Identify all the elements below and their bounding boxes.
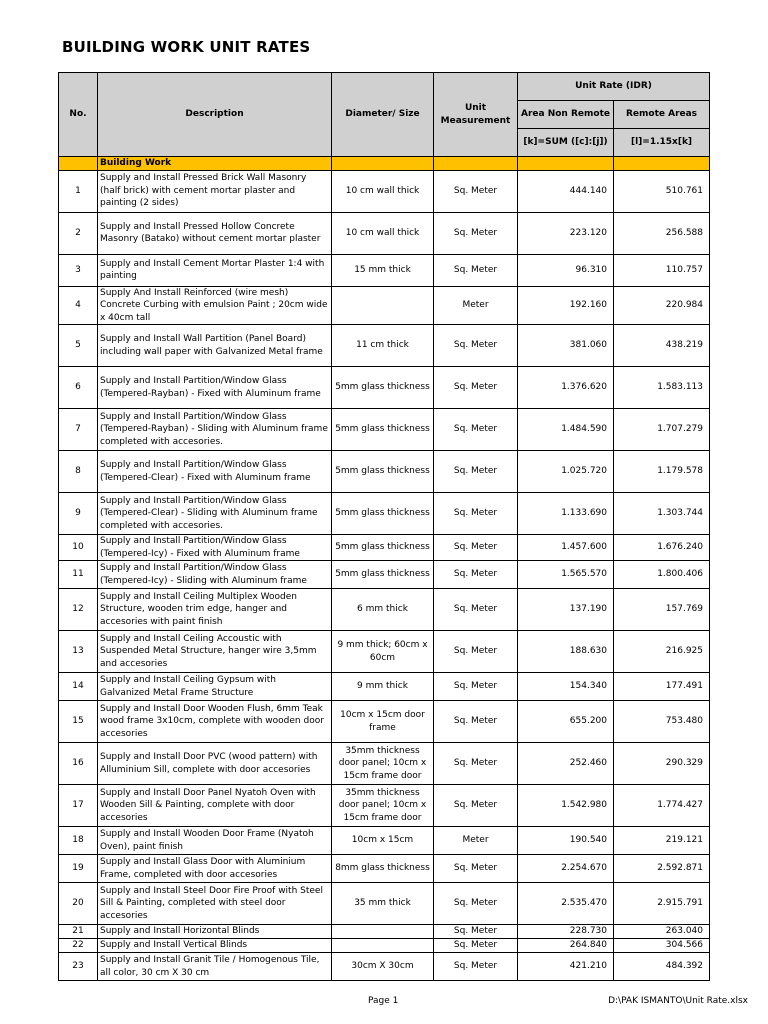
row-unit: Sq. Meter [434,589,518,631]
row-rate-remote: 1.774.427 [614,785,710,827]
row-rate-non-remote: 137.190 [518,589,614,631]
section-cell-unit [434,157,518,171]
row-unit: Sq. Meter [434,925,518,939]
row-number: 9 [59,493,98,535]
header-non-remote: Area Non Remote [518,101,614,129]
row-rate-non-remote: 444.140 [518,170,614,212]
row-description: Supply and Install Pressed Hollow Concrete Masonry (Batako) without cement mortar plaster [98,212,332,254]
row-number: 4 [59,286,98,325]
row-number: 6 [59,367,98,409]
row-unit: Sq. Meter [434,451,518,493]
header-formula-k: [k]=SUM ([c]:[j]) [518,129,614,157]
section-cell-remote [614,157,710,171]
row-size [332,925,434,939]
row-description: Supply and Install Ceiling Gypsum with Galvanized Metal Frame Structure [98,673,332,701]
row-number: 17 [59,785,98,827]
row-description: Supply and Install Partition/Window Glass (Tempered-Icy) - Sliding with Aluminum frame [98,561,332,589]
row-size: 5mm glass thickness [332,451,434,493]
row-size [332,939,434,953]
row-unit: Sq. Meter [434,743,518,785]
row-description: Supply and Install Wall Partition (Panel Board) including wall paper with Galvanized Metal frame [98,325,332,367]
table-row [59,561,710,589]
row-size: 35mm thickness door panel; 10cm x 15cm frame door [332,743,434,785]
row-unit: Sq. Meter [434,855,518,883]
table-row [59,589,710,631]
row-size: 6 mm thick [332,589,434,631]
table-row [59,286,710,325]
row-rate-remote: 256.588 [614,212,710,254]
table-row [59,451,710,493]
row-size: 11 cm thick [332,325,434,367]
row-rate-non-remote: 1.565.570 [518,561,614,589]
row-rate-non-remote: 1.484.590 [518,409,614,451]
row-number: 15 [59,701,98,743]
row-unit: Sq. Meter [434,785,518,827]
row-rate-non-remote: 2.535.470 [518,883,614,925]
row-rate-remote: 263.040 [614,925,710,939]
row-size: 5mm glass thickness [332,535,434,561]
section-row [59,157,710,171]
page-number: Page 1 [368,996,399,1006]
row-description: Supply and Install Wooden Door Frame (Nyatoh Oven), paint finish [98,827,332,855]
row-unit: Sq. Meter [434,409,518,451]
row-description: Supply and Install Partition/Window Glass (Tempered-Clear) - Fixed with Aluminum frame [98,451,332,493]
row-rate-non-remote: 421.210 [518,953,614,981]
table-row [59,743,710,785]
row-size: 5mm glass thickness [332,561,434,589]
row-size: 35 mm thick [332,883,434,925]
row-size: 8mm glass thickness [332,855,434,883]
row-unit: Sq. Meter [434,953,518,981]
header-size: Diameter/ Size [332,73,434,157]
row-size: 35mm thickness door panel; 10cm x 15cm frame door [332,785,434,827]
row-description: Supply and Install Partition/Window Glass (Tempered-Icy) - Fixed with Aluminum frame [98,535,332,561]
row-size: 10cm x 15cm [332,827,434,855]
table-row [59,631,710,673]
file-path: D:\PAK ISMANTO\Unit Rate.xlsx [608,996,748,1006]
row-rate-remote: 2.592.871 [614,855,710,883]
row-rate-remote: 1.676.240 [614,535,710,561]
row-rate-remote: 1.800.406 [614,561,710,589]
row-rate-non-remote: 1.376.620 [518,367,614,409]
table-row [59,827,710,855]
row-rate-remote: 1.707.279 [614,409,710,451]
row-unit: Sq. Meter [434,631,518,673]
table-row [59,170,710,212]
row-unit: Sq. Meter [434,170,518,212]
row-rate-non-remote: 264.840 [518,939,614,953]
row-number: 5 [59,325,98,367]
row-description: Supply and Install Door PVC (wood pattern) with Alluminium Sill, complete with door accesories [98,743,332,785]
table-row [59,409,710,451]
header-description: Description [98,73,332,157]
header-unit-rate: Unit Rate (IDR) [518,73,710,101]
row-unit: Sq. Meter [434,254,518,286]
header-unit: Unit Measurement [434,73,518,157]
row-rate-non-remote: 228.730 [518,925,614,939]
row-rate-non-remote: 1.457.600 [518,535,614,561]
row-description: Supply and Install Horizontal Blinds [98,925,332,939]
row-unit: Sq. Meter [434,212,518,254]
row-rate-non-remote: 96.310 [518,254,614,286]
row-rate-remote: 484.392 [614,953,710,981]
row-number: 21 [59,925,98,939]
row-size: 5mm glass thickness [332,409,434,451]
table-row [59,673,710,701]
row-unit: Meter [434,827,518,855]
row-unit: Sq. Meter [434,939,518,953]
row-number: 8 [59,451,98,493]
row-size: 10 cm wall thick [332,170,434,212]
row-unit: Sq. Meter [434,493,518,535]
row-rate-remote: 438.219 [614,325,710,367]
row-number: 11 [59,561,98,589]
row-unit: Sq. Meter [434,701,518,743]
row-rate-remote: 1.303.744 [614,493,710,535]
row-rate-remote: 216.925 [614,631,710,673]
row-description: Supply and Install Cement Mortar Plaster 1:4 with painting [98,254,332,286]
row-unit: Sq. Meter [434,883,518,925]
row-number: 14 [59,673,98,701]
row-description: Supply and Install Door Wooden Flush, 6mm Teak wood frame 3x10cm, complete with wooden door accesories [98,701,332,743]
row-rate-non-remote: 1.133.690 [518,493,614,535]
row-rate-non-remote: 2.254.670 [518,855,614,883]
row-rate-non-remote: 190.540 [518,827,614,855]
row-rate-remote: 753.480 [614,701,710,743]
row-number: 2 [59,212,98,254]
row-size: 9 mm thick; 60cm x 60cm [332,631,434,673]
row-number: 12 [59,589,98,631]
row-number: 23 [59,953,98,981]
row-number: 22 [59,939,98,953]
table-header [59,73,710,157]
row-rate-remote: 177.491 [614,673,710,701]
row-rate-remote: 1.583.113 [614,367,710,409]
row-unit: Sq. Meter [434,673,518,701]
row-rate-remote: 1.179.578 [614,451,710,493]
table-row [59,785,710,827]
row-rate-remote: 157.769 [614,589,710,631]
row-rate-non-remote: 154.340 [518,673,614,701]
table-row [59,493,710,535]
row-unit: Sq. Meter [434,325,518,367]
row-rate-non-remote: 655.200 [518,701,614,743]
row-size [332,286,434,325]
table-row [59,883,710,925]
table-body [59,157,710,981]
row-description: Supply and Install Vertical Blinds [98,939,332,953]
row-size: 9 mm thick [332,673,434,701]
row-description: Supply and Install Ceiling Accoustic with Suspended Metal Structure, hanger wire 3,5mm and accesories [98,631,332,673]
row-number: 10 [59,535,98,561]
row-rate-remote: 510.761 [614,170,710,212]
section-cell-size [332,157,434,171]
row-number: 18 [59,827,98,855]
row-description: Supply and Install Granit Tile / Homogenous Tile, all color, 30 cm X 30 cm [98,953,332,981]
table-row [59,925,710,939]
row-rate-non-remote: 381.060 [518,325,614,367]
row-unit: Sq. Meter [434,367,518,409]
row-description: Supply and Install Door Panel Nyatoh Oven with Wooden Sill & Painting, complete with door accesories [98,785,332,827]
row-rate-remote: 290.329 [614,743,710,785]
section-cell-no [59,157,98,171]
header-no: No. [59,73,98,157]
row-size: 10cm x 15cm door frame [332,701,434,743]
document-title: BUILDING WORK UNIT RATES [62,38,311,56]
row-description: Supply and Install Glass Door with Aluminium Frame, completed with door accesories [98,855,332,883]
table-row [59,855,710,883]
row-number: 19 [59,855,98,883]
row-number: 16 [59,743,98,785]
table-row [59,953,710,981]
row-number: 20 [59,883,98,925]
table-row [59,367,710,409]
section-label: Building Work [98,157,332,171]
row-rate-non-remote: 252.460 [518,743,614,785]
row-number: 7 [59,409,98,451]
row-number: 13 [59,631,98,673]
row-rate-remote: 110.757 [614,254,710,286]
row-rate-non-remote: 1.542.980 [518,785,614,827]
row-rate-remote: 304.566 [614,939,710,953]
table-row [59,325,710,367]
row-number: 3 [59,254,98,286]
row-unit: Sq. Meter [434,561,518,589]
table-row [59,212,710,254]
table-row [59,939,710,953]
row-unit: Meter [434,286,518,325]
table-row [59,535,710,561]
row-unit: Sq. Meter [434,535,518,561]
table-row [59,254,710,286]
row-size: 5mm glass thickness [332,493,434,535]
row-rate-remote: 2.915.791 [614,883,710,925]
row-description: Supply and Install Ceiling Multiplex Wooden Structure, wooden trim edge, hanger and accesories with paint finish [98,589,332,631]
row-rate-non-remote: 1.025.720 [518,451,614,493]
row-size: 10 cm wall thick [332,212,434,254]
row-number: 1 [59,170,98,212]
header-formula-l: [l]=1.15x[k] [614,129,710,157]
row-rate-remote: 219.121 [614,827,710,855]
header-remote: Remote Areas [614,101,710,129]
row-rate-non-remote: 192.160 [518,286,614,325]
row-rate-non-remote: 188.630 [518,631,614,673]
row-rate-remote: 220.984 [614,286,710,325]
row-description: Supply and Install Partition/Window Glass (Tempered-Rayban) - Sliding with Aluminum frame completed with accesories. [98,409,332,451]
row-description: Supply and Install Pressed Brick Wall Masonry (half brick) with cement mortar plaster and painting (2 sides) [98,170,332,212]
row-size: 15 mm thick [332,254,434,286]
unit-rates-table [58,72,710,981]
row-size: 30cm X 30cm [332,953,434,981]
row-description: Supply and Install Partition/Window Glass (Tempered-Clear) - Sliding with Aluminum frame completed with accesories. [98,493,332,535]
row-description: Supply and Install Steel Door Fire Proof with Steel Sill & Painting, completed with steel door accesories [98,883,332,925]
row-description: Supply and Install Partition/Window Glass (Tempered-Rayban) - Fixed with Aluminum frame [98,367,332,409]
section-cell-non-remote [518,157,614,171]
row-description: Supply And Install Reinforced (wire mesh) Concrete Curbing with emulsion Paint ; 20cm wide x 40cm tall [98,286,332,325]
table-row [59,701,710,743]
row-rate-non-remote: 223.120 [518,212,614,254]
row-size: 5mm glass thickness [332,367,434,409]
